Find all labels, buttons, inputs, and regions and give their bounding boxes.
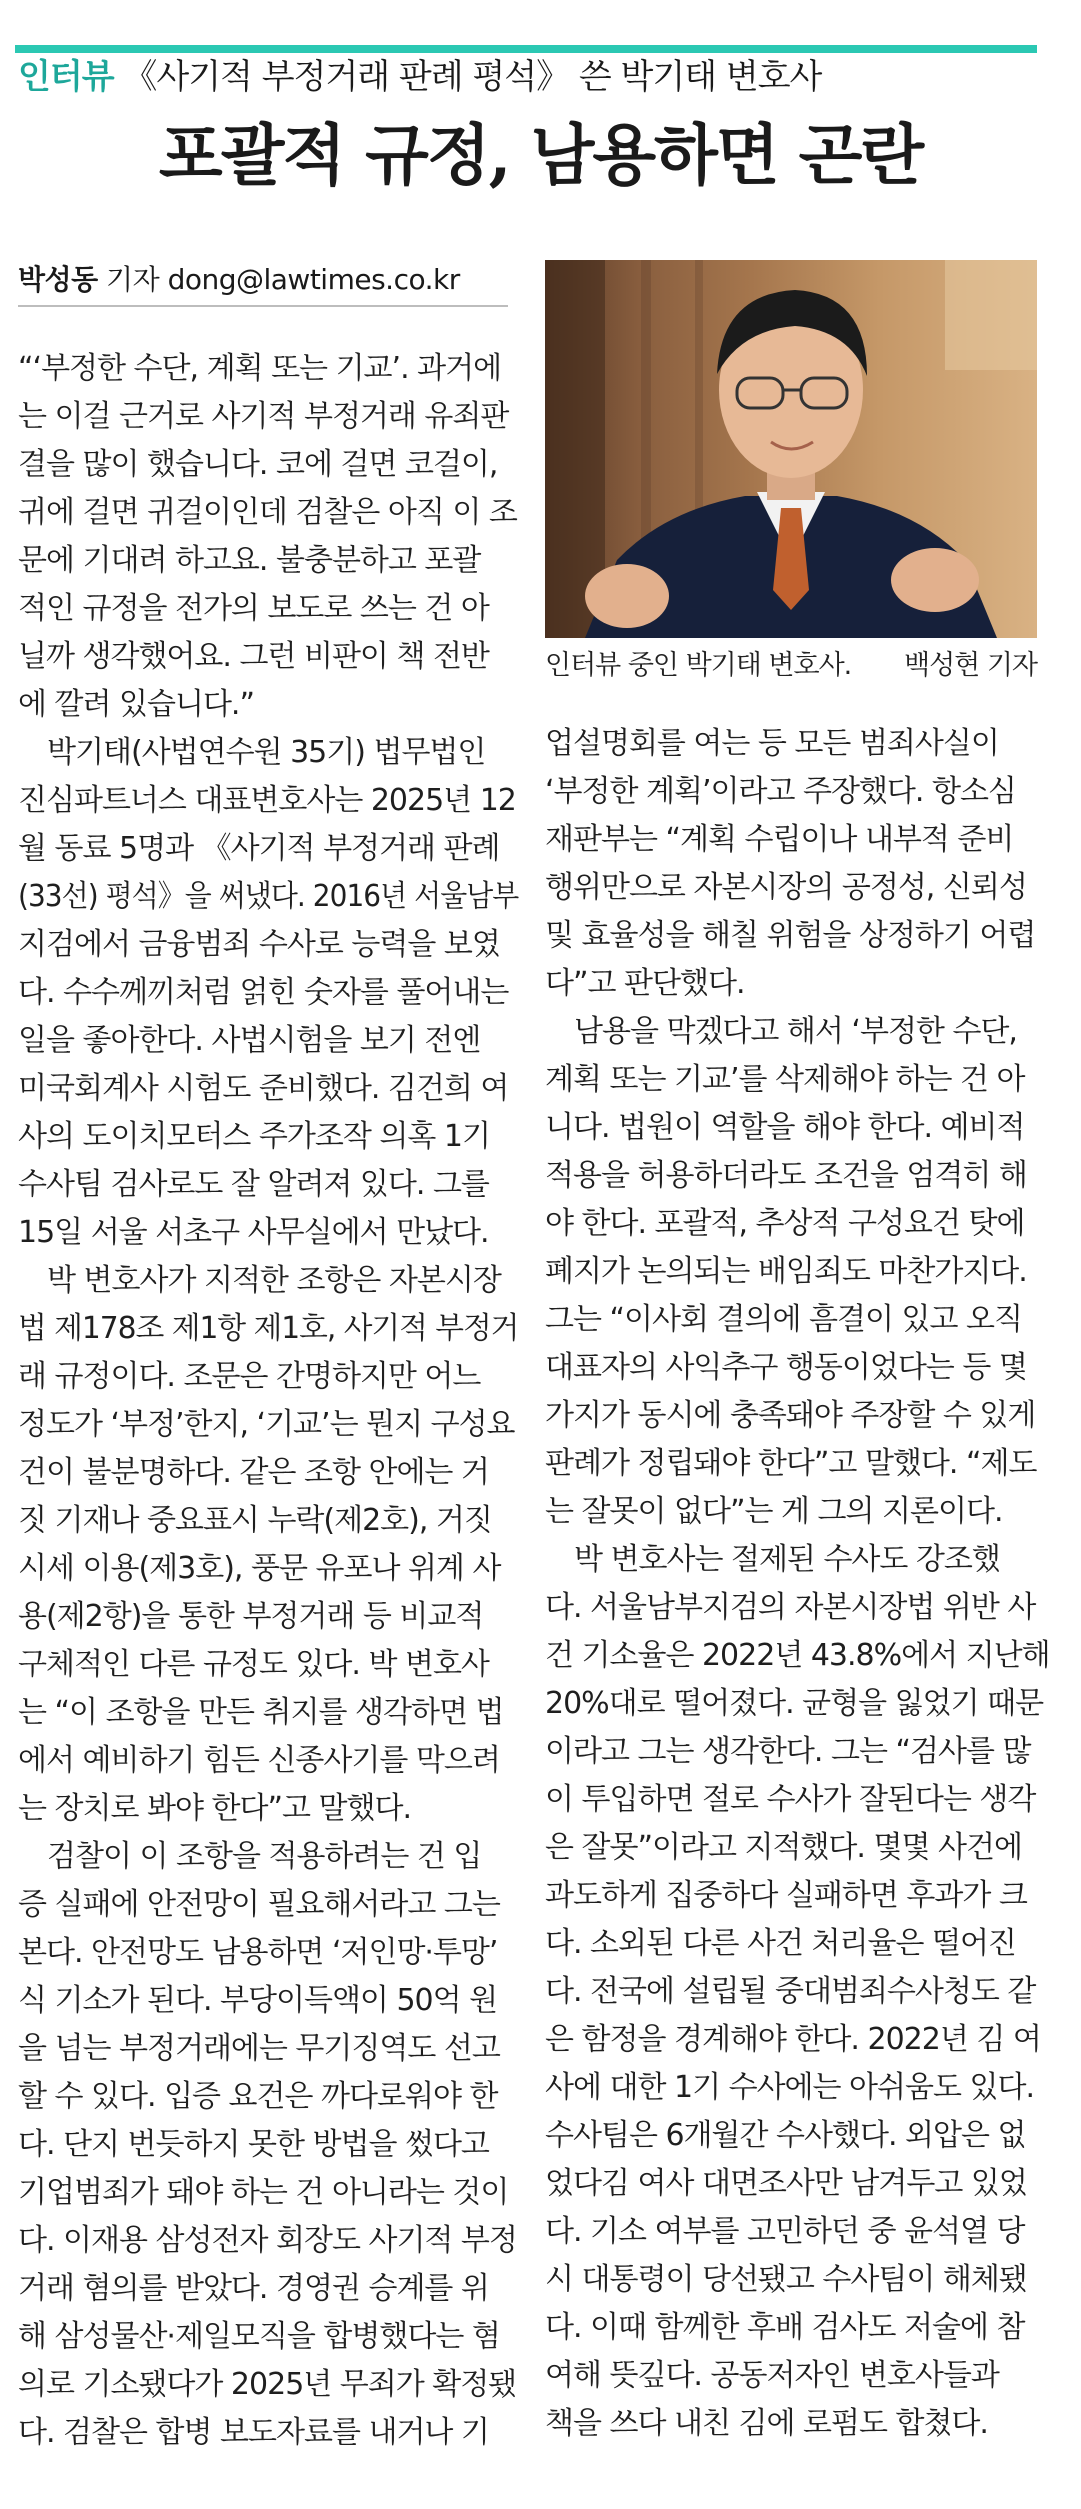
article-line: 검찰이 이 조항을 적용하려는 건 입 [18,1839,482,1874]
article-line: 정도가 ‘부정’한지, ‘기교’는 뭔지 구성요 [18,1407,515,1442]
article-line: 월 동료 5명과 《사기적 부정거래 판례 [18,831,500,866]
article-line: 다. 기소 여부를 고민하던 중 윤석열 당 [545,2214,1025,2249]
photo-credit: 백성현 기자 [904,650,1037,681]
article-line: 이라고 그는 생각한다. 그는 “검사를 많 [545,1734,1031,1769]
article-line: 을 넘는 부정거래에는 무기징역도 선고 [18,2031,500,2066]
article-line: 니다. 법원이 역할을 해야 한다. 예비적 [545,1110,1025,1145]
article-line: 그는 “이사회 결의에 흠결이 있고 오직 [545,1302,1022,1337]
interview-photo-art [545,260,1037,638]
article-line: “‘부정한 수단, 계획 또는 기교’. 과거에 [18,351,502,386]
headline: 포괄적 규정, 남용하면 곤란 [158,116,923,194]
article-line: 증 실패에 안전망이 필요해서라고 그는 [18,1887,500,1922]
article-line: 문에 기대려 하고요. 불충분하고 포괄 [18,543,481,578]
article-line: 해 삼성물산·제일모직을 합병했다는 혐 [18,2319,500,2354]
article-line: 에서 예비하기 힘든 신종사기를 막으려 [18,1743,500,1778]
article-line: (33선) 평석》을 써냈다. 2016년 서울남부 [18,879,519,914]
article-line: 여해 뜻깊다. 공동저자인 변호사들과 [545,2358,999,2393]
article-line: 과도하게 집중하다 실패하면 후과가 크 [545,1878,1027,1913]
article-line: 적용을 허용하더라도 조건을 엄격히 해 [545,1158,1027,1193]
article-line: 다. 소외된 다른 사건 처리율은 떨어진 [545,1926,1016,1961]
byline-name: 박성동 [18,263,98,296]
article-line: 수사팀은 6개월간 수사했다. 외압은 없 [545,2118,1026,2153]
article-line: 거래 혐의를 받았다. 경영권 승계를 위 [18,2271,489,2306]
article-line: 재판부는 “계획 수립이나 내부적 준비 [545,822,1014,857]
article-line: 식 기소가 된다. 부당이득액이 50억 원 [18,1983,498,2018]
article-line: 은 잘못”이라고 지적했다. 몇몇 사건에 [545,1830,1022,1865]
article-line: 미국회계사 시험도 준비했다. 김건희 여 [18,1071,509,1106]
byline-divider [18,305,508,307]
article-line: 일을 좋아한다. 사법시험을 보기 전엔 [18,1023,481,1058]
article-line: 다. 검찰은 합병 보도자료를 내거나 기 [18,2415,489,2450]
article-line: 사에 대한 1기 수사에는 아쉬움도 있다. [545,2070,1035,2105]
article-column-left [18,345,518,2457]
byline-role: 기자 [97,263,168,296]
byline [18,262,460,298]
byline-email[interactable]: dong@lawtimes.co.kr [167,263,460,296]
kicker [18,56,821,98]
article-line: 가지가 동시에 충족돼야 주장할 수 있게 [545,1398,1036,1433]
article-line: 책을 쓰다 내친 김에 로펌도 합쳤다. [545,2406,988,2441]
article-line: 다. 단지 번듯하지 못한 방법을 썼다고 [18,2127,489,2162]
article-line: 업설명회를 여는 등 모든 범죄사실이 [545,726,999,761]
article-line: 진심파트너스 대표변호사는 2025년 12 [18,783,516,818]
article-line: 계획 또는 기교’를 삭제해야 하는 건 아 [545,1062,1025,1097]
article-line: 귀에 걸면 귀걸이인데 검찰은 아직 이 조 [18,495,517,530]
article-line: 적인 규정을 전가의 보도로 쓰는 건 아 [18,591,489,626]
article-line: 은 함정을 경계해야 한다. 2022년 김 여 [545,2022,1041,2057]
article-line: 에 깔려 있습니다.” [18,687,255,722]
article-line: 시세 이용(제3호), 풍문 유포나 위계 사 [18,1551,501,1586]
photo-caption [545,648,1037,684]
article-line: 수사팀 검사로도 잘 알려져 있다. 그를 [18,1167,489,1202]
article-line: 는 장치로 봐야 한다”고 말했다. [18,1791,411,1826]
article-line: 다. 수수께끼처럼 얽힌 숫자를 풀어내는 [18,975,509,1010]
article-line: 래 규정이다. 조문은 간명하지만 어느 [18,1359,481,1394]
article-line: 법 제178조 제1항 제1호, 사기적 부정거 [18,1311,519,1346]
article-line: 건 기소율은 2022년 43.8%에서 지난해 [545,1638,1050,1673]
article-line: ‘부정한 계획’이라고 주장했다. 항소심 [545,774,1016,809]
article-line: 폐지가 논의되는 배임죄도 마찬가지다. [545,1254,1027,1289]
article-line: 의로 기소됐다가 2025년 무죄가 확정됐 [18,2367,517,2402]
article-line: 다”고 판단했다. [545,966,745,1001]
article-line: 박 변호사가 지적한 조항은 자본시장 [18,1263,501,1298]
article-line: 20%대로 떨어졌다. 균형을 잃었기 때문 [545,1686,1044,1721]
article-line: 및 효율성을 해칠 위험을 상정하기 어렵 [545,918,1036,953]
left-hand [585,564,669,628]
article-line: 행위만으로 자본시장의 공정성, 신뢰성 [545,870,1027,905]
article-line: 시 대통령이 당선됐고 수사팀이 해체됐 [545,2262,1027,2297]
article-column-right [545,720,1065,2448]
article-line: 사의 도이치모터스 주가조작 의혹 1기 [18,1119,490,1154]
right-hand [891,548,979,612]
article-line: 지검에서 금융범죄 수사로 능력을 보였 [18,927,500,962]
article-line: 박 변호사는 절제된 수사도 강조했 [545,1542,1000,1577]
article-line: 건이 불분명하다. 같은 조항 안에는 거 [18,1455,489,1490]
article-line: 야 한다. 포괄적, 추상적 구성요건 탓에 [545,1206,1025,1241]
article-line: 이 투입하면 절로 수사가 잘된다는 생각 [545,1782,1036,1817]
article-line: 다. 이재용 삼성전자 회장도 사기적 부정 [18,2223,517,2258]
article-line: 었다김 여사 대면조사만 남겨두고 있었 [545,2166,1027,2201]
article-line: 다. 서울남부지검의 자본시장법 위반 사 [545,1590,1036,1625]
photo-caption-text: 인터뷰 중인 박기태 변호사. [545,650,852,681]
kicker-text: 《사기적 부정거래 판례 평석》 쓴 박기태 변호사 [123,57,822,97]
article-line: 다. 이때 함께한 후배 검사도 저술에 참 [545,2310,1025,2345]
article-line: 대표자의 사익추구 행동이었다는 등 몇 [545,1350,1027,1385]
article-line: 짓 기재나 중요표시 누락(제2호), 거짓 [18,1503,492,1538]
article-line: 구체적인 다른 규정도 있다. 박 변호사 [18,1647,489,1682]
article-line: 남용을 막겠다고 해서 ‘부정한 수단, [545,1014,1017,1049]
article-line: 본다. 안전망도 남용하면 ‘저인망·투망’ [18,1935,498,1970]
article-line: 닐까 생각했어요. 그런 비판이 책 전반 [18,639,489,674]
article-line: 판례가 정립돼야 한다”고 말했다. “제도 [545,1446,1037,1481]
article-line: 결을 많이 했습니다. 코에 걸면 코걸이, [18,447,498,482]
article-line: 다. 전국에 설립될 중대범죄수사청도 같 [545,1974,1036,2009]
article-line: 할 수 있다. 입증 요건은 까다로워야 한 [18,2079,498,2114]
kicker-tag: 인터뷰 [18,57,114,97]
article-line: 기업범죄가 돼야 하는 건 아니라는 것이 [18,2175,509,2210]
article-line: 15일 서울 서초구 사무실에서 만났다. [18,1215,489,1250]
article-line: 는 잘못이 없다”는 게 그의 지론이다. [545,1494,1003,1529]
article-line: 용(제2항)을 통한 부정거래 등 비교적 [18,1599,484,1634]
top-accent-rule [15,45,1037,53]
article-line: 박기태(사법연수원 35기) 법무법인 [18,735,486,770]
article-line: 는 이걸 근거로 사기적 부정거래 유죄판 [18,399,509,434]
article-line: 는 “이 조항을 만든 취지를 생각하면 법 [18,1695,504,1730]
interview-photo [545,260,1037,638]
